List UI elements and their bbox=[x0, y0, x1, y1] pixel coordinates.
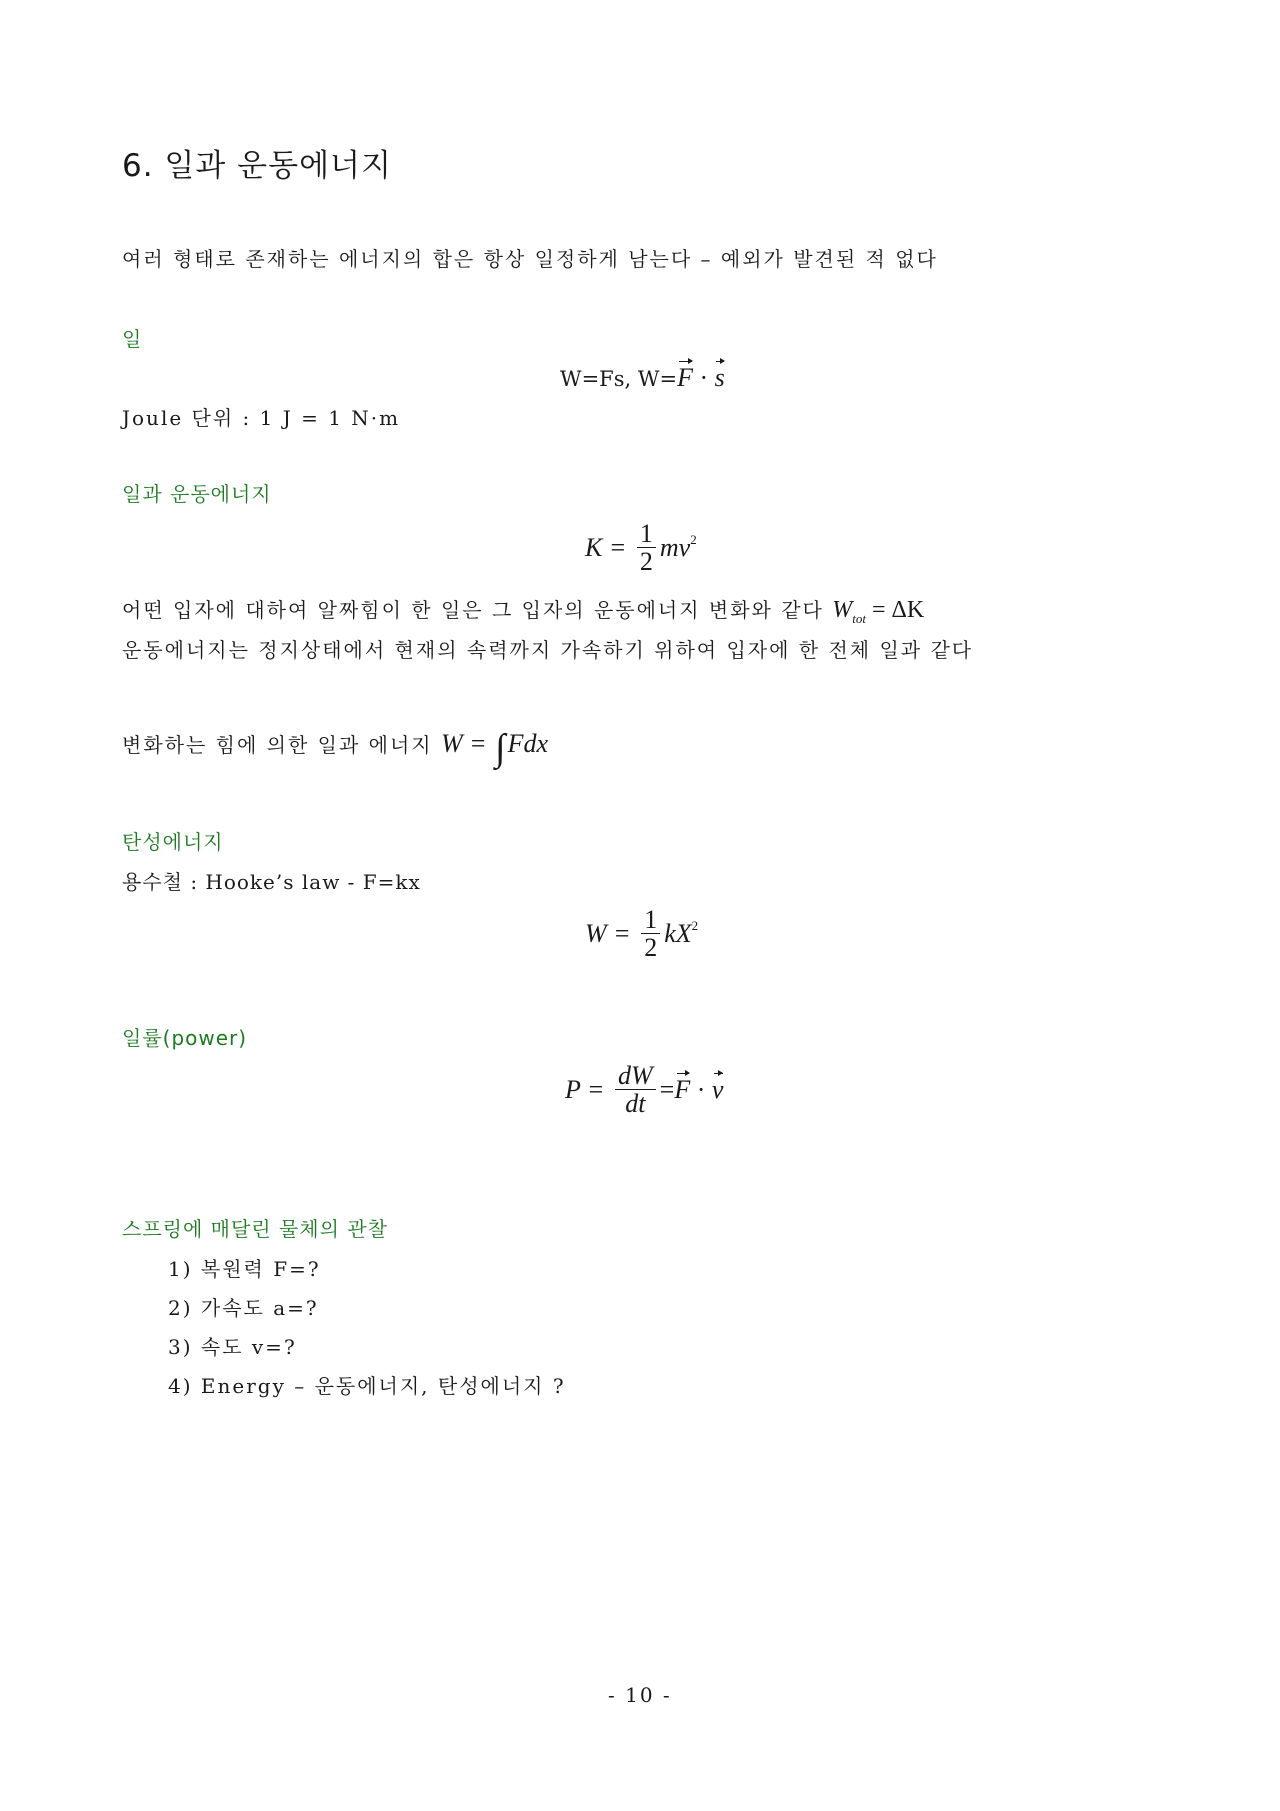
list-item: 1) 복원력 F=? bbox=[168, 1257, 321, 1281]
section-heading-work-kinetic: 일과 운동에너지 bbox=[122, 482, 272, 506]
joule-unit: Joule 단위 : 1 J = 1 N·m bbox=[122, 406, 401, 430]
work-formula-text: W=Fs, W= bbox=[560, 367, 678, 391]
section-heading-work: 일 bbox=[122, 327, 143, 351]
hookes-law: 용수철 : Hooke’s law - F=kx bbox=[122, 870, 421, 894]
variable-force-formula bbox=[440, 727, 548, 769]
intro-text: 여러 형태로 존재하는 에너지의 합은 항상 일정하게 남는다 – 예외가 발견된 적 없다 bbox=[122, 247, 938, 271]
power-dot: · bbox=[690, 1074, 712, 1104]
variable-force-text: 변화하는 힘에 의한 일과 에너지 bbox=[122, 733, 433, 757]
dot-operator: · bbox=[692, 363, 715, 392]
vf-lhs: W = bbox=[440, 729, 487, 758]
kinetic-energy-formula bbox=[585, 520, 697, 576]
power-vector-f: F bbox=[674, 1074, 691, 1104]
k-numerator: 1 bbox=[637, 520, 656, 548]
section-heading-spring: 스프링에 매달린 물체의 관찰 bbox=[122, 1217, 388, 1241]
kinetic-sentence-1-text: 어떤 입자에 대하여 알짜힘이 한 일은 그 입자의 운동에너지 변화와 같다 bbox=[122, 598, 824, 622]
kinetic-sentence-2: 운동에너지는 정지상태에서 현재의 속력까지 가속하기 위하여 입자에 한 전체 일과 같다 bbox=[122, 638, 974, 662]
elastic-numerator: 1 bbox=[641, 906, 660, 934]
vector-f: F bbox=[677, 363, 693, 392]
list-item: 4) Energy – 운동에너지, 탄성에너지 ? bbox=[168, 1374, 566, 1398]
list-item: 2) 가속도 a=? bbox=[168, 1296, 319, 1320]
elastic-lhs: W = bbox=[585, 918, 631, 948]
wtot-rhs: = ΔK bbox=[871, 597, 925, 623]
power-numerator: dW bbox=[615, 1062, 656, 1090]
section-heading-power: 일률(power) bbox=[122, 1026, 248, 1050]
integral-sign: ∫ bbox=[495, 727, 506, 769]
k-denominator: 2 bbox=[639, 547, 653, 577]
elastic-exponent: 2 bbox=[691, 918, 699, 934]
k-rhs: mv bbox=[659, 532, 691, 562]
power-denominator: dt bbox=[625, 1089, 646, 1119]
wtot-w: W bbox=[832, 597, 853, 623]
elastic-energy-formula bbox=[585, 906, 698, 962]
power-lhs: P = bbox=[565, 1074, 605, 1104]
section-heading-elastic: 탄성에너지 bbox=[122, 830, 224, 854]
k-lhs: K = bbox=[585, 532, 627, 562]
elastic-denominator: 2 bbox=[644, 933, 658, 963]
page-number: - 10 - bbox=[608, 1683, 672, 1707]
power-formula bbox=[565, 1062, 723, 1118]
variable-force-line bbox=[122, 726, 548, 770]
power-vector-v: v bbox=[711, 1074, 724, 1104]
wtot-formula bbox=[832, 597, 925, 626]
page-title: 6. 일과 운동에너지 bbox=[122, 148, 392, 184]
vf-rhs: Fdx bbox=[507, 729, 548, 758]
elastic-rhs: kX bbox=[664, 918, 692, 948]
vector-s: s bbox=[714, 363, 725, 392]
wtot-subscript: tot bbox=[852, 610, 866, 626]
kinetic-sentence-1 bbox=[122, 594, 924, 627]
list-item: 3) 속도 v=? bbox=[168, 1335, 297, 1359]
power-eq: = bbox=[659, 1074, 675, 1104]
k-exponent: 2 bbox=[690, 532, 697, 548]
work-formula bbox=[560, 363, 725, 393]
